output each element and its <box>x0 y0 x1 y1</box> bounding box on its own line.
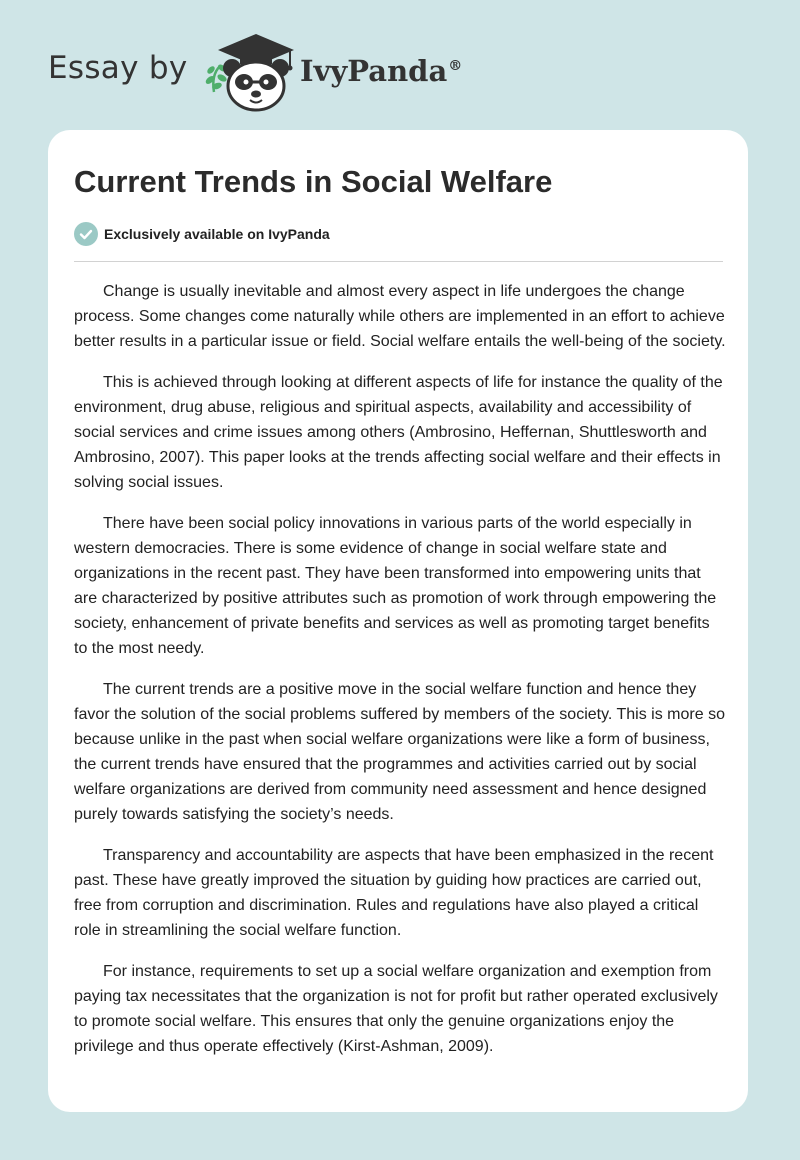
divider <box>74 261 723 262</box>
paragraph: The current trends are a positive move in the social welfare function and hence they favor the solution of the social problems suffered by members of the society. This is more so because unlike in the past when social welfare organizations were like a form of business, the current trends have ensured that the programmes and activities carried out by social welfare organizations are derived from community need assessment and hence designed purely towards satisfying the society’s needs. <box>74 681 725 823</box>
paragraph: Change is usually inevitable and almost every aspect in life undergoes the change process. Some changes come naturally while others are implemented in an effort to achieve better results in a particular issue or field. Social welfare entails the well-being of the society. <box>74 283 726 350</box>
page-title: Current Trends in Social Welfare <box>74 164 553 199</box>
essay-by-label: Essay by <box>48 50 188 86</box>
paragraph: Transparency and accountability are aspects that have been emphasized in the recent past. These have greatly improved the situation by guiding how practices are carried out, free from corruption and discrimination. Rules and regulations have also played a critical role in streamlining the social welfare function. <box>74 847 714 939</box>
panda-graduate-icon[interactable] <box>200 28 300 112</box>
site-header <box>48 28 548 112</box>
exclusive-badge <box>74 222 330 246</box>
paragraph: This is achieved through looking at different aspects of life for instance the quality of the environment, drug abuse, religious and spiritual aspects, availability and accessibility of social services and crime issues among others (Ambrosino, Heffernan, Shuttlesworth and Ambrosino, 2007). This paper looks at the trends affecting social welfare and their effects in solving social issues. <box>74 374 723 491</box>
article-body <box>74 279 726 1075</box>
paragraph: There have been social policy innovations in various parts of the world especially in western democracies. There is some evidence of change in social welfare state and organizations in the recent past. They have been transformed into empowering units that are characterized by positive attributes such as promotion of work through empowering the society, enhancement of private benefits and services as well as promoting target benefits to the most needy. <box>74 515 717 657</box>
check-circle-icon <box>74 222 98 246</box>
paragraph: For instance, requirements to set up a social welfare organization and exemption from paying tax necessitates that the organization is not for profit but rather operated exclusively to promote social welfare. This ensures that only the genuine organizations enjoy the privilege and thus operate effectively (Kirst-Ashman, 2009). <box>74 963 718 1055</box>
exclusive-badge-label: Exclusively available on IvyPanda <box>104 226 330 242</box>
brand-logo-text[interactable]: IvyPanda® <box>300 54 463 88</box>
article-card <box>48 130 748 1112</box>
